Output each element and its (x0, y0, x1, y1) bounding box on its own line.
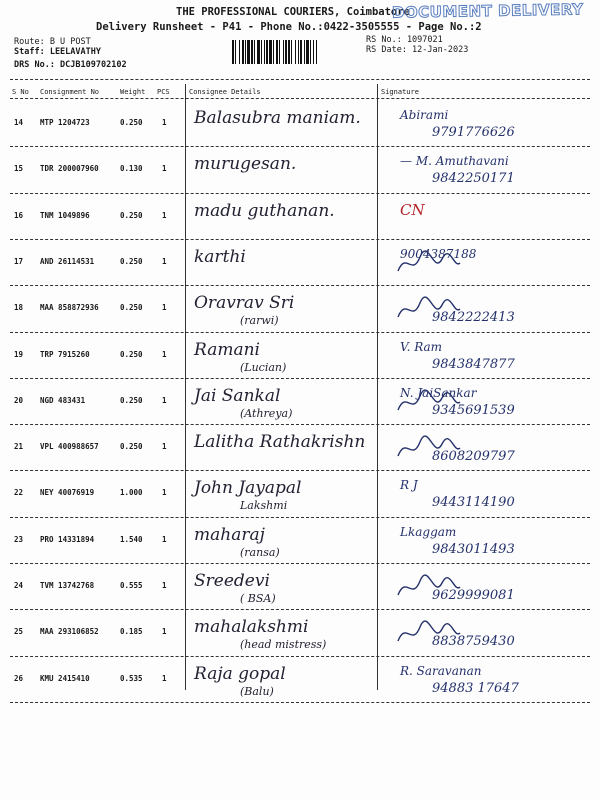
row-sno: 19 (14, 349, 24, 359)
row-pcs: 1 (162, 256, 167, 266)
row-divider (10, 609, 590, 610)
row-divider (10, 702, 590, 703)
receiver-phone: 8838759430 (432, 634, 515, 650)
row-pcs: 1 (162, 442, 167, 452)
row-consignment-no: MAA 293106852 (40, 627, 99, 637)
row-pcs: 1 (162, 488, 167, 498)
row-sno: 16 (14, 210, 24, 220)
consignee-name: John Jayapal (194, 478, 302, 499)
consignee-note: ( BSA) (240, 592, 276, 605)
consignee-name: Balasubra maniam. (194, 108, 361, 128)
row-consignment-no: PRO 14331894 (40, 534, 95, 544)
row-pcs: 1 (162, 118, 167, 127)
row-consignment-no: TVM 13742768 (40, 581, 95, 590)
col-header-consignment: Consignment No (40, 88, 100, 96)
row-consignment-no: NEY 40076919 (40, 488, 95, 498)
row-divider (10, 563, 590, 564)
row-pcs: 1 (162, 534, 167, 544)
row-divider (10, 285, 590, 286)
row-sno: 21 (14, 442, 24, 452)
header-rule-bottom (10, 98, 590, 99)
consignee-name: mahalakshmi (194, 617, 309, 638)
row-divider (10, 332, 590, 333)
receiver-phone: 9843011493 (432, 541, 515, 557)
consignee-note: (Lucian) (240, 360, 287, 374)
consignee-name: Lalitha Rathakrishn (194, 432, 366, 453)
row-divider (10, 517, 590, 518)
row-sno: 25 (14, 627, 24, 637)
row-sno: 15 (14, 164, 24, 174)
row-weight: 0.130 (120, 164, 143, 174)
barcode (232, 40, 358, 64)
receiver-phone: 8608209797 (432, 449, 515, 465)
consignee-note: (rarwi) (240, 314, 279, 328)
row-weight: 0.555 (120, 581, 143, 590)
consignee-name: karthi (194, 246, 246, 267)
row-pcs: 1 (162, 210, 167, 220)
document-delivery-stamp: DOCUMENT DELIVERY (391, 0, 584, 22)
row-weight: 1.000 (120, 488, 143, 498)
rs-number: RS No.: 1097021 (366, 35, 443, 45)
receiver-signature: N. JaiSankar (400, 385, 477, 400)
row-weight: 0.250 (120, 210, 143, 220)
row-divider (10, 146, 590, 147)
signature-scribble (394, 619, 464, 649)
signature-scribble (394, 295, 464, 325)
row-divider (10, 470, 590, 471)
rs-date: RS Date: 12-Jan-2023 (366, 45, 469, 55)
consignee-note: (Balu) (240, 684, 274, 698)
signature-scribble (394, 388, 464, 418)
row-sno: 14 (14, 118, 24, 127)
receiver-phone: 94883 17647 (432, 680, 519, 696)
receiver-phone: 9629999081 (432, 588, 515, 603)
receiver-signature: R J (400, 478, 418, 493)
consignee-name: Sreedevi (194, 571, 270, 591)
row-weight: 0.250 (120, 303, 143, 313)
row-weight: 1.540 (120, 534, 143, 544)
row-consignment-no: VPL 400988657 (40, 442, 99, 452)
consignee-name: Ramani (194, 339, 260, 360)
row-consignment-no: MTP 1204723 (40, 118, 90, 127)
consignee-note: (ransa) (240, 545, 280, 559)
receiver-phone: 9842222413 (432, 310, 515, 326)
row-consignment-no: TNM 1049896 (40, 210, 90, 220)
consignee-name: maharaj (194, 524, 265, 545)
row-weight: 0.250 (120, 442, 143, 452)
drs-number: DRS No.: DCJB109702102 (14, 60, 127, 70)
receiver-signature: Lkaggam (400, 524, 457, 539)
column-divider-consignee (185, 84, 186, 690)
staff-label: Staff: LEELAVATHY (14, 47, 101, 57)
col-header-sno: S No (12, 88, 29, 96)
row-divider (10, 239, 590, 240)
col-header-consignee: Consignee Details (189, 88, 261, 96)
receiver-signature: V. Ram (400, 339, 443, 354)
receiver-phone: 9345691539 (432, 402, 515, 418)
row-divider (10, 193, 590, 194)
receiver-signature: CN (400, 200, 425, 219)
row-pcs: 1 (162, 303, 167, 313)
row-consignment-no: TRP 7915260 (40, 349, 90, 359)
consignee-name: murugesan. (194, 154, 297, 175)
row-weight: 0.250 (120, 349, 143, 359)
consignee-note: (head mistress) (240, 638, 327, 652)
row-weight: 0.535 (120, 673, 143, 683)
row-pcs: 1 (162, 164, 167, 174)
receiver-signature: R. Saravanan (400, 663, 482, 678)
row-consignment-no: TDR 200007960 (40, 164, 99, 174)
col-header-pcs: PCS (157, 88, 170, 96)
consignee-name: Oravrav Sri (194, 293, 295, 314)
row-pcs: 1 (162, 395, 167, 405)
receiver-phone: 9843847877 (432, 356, 515, 372)
row-weight: 0.250 (120, 395, 143, 405)
signature-scribble (394, 434, 464, 464)
row-sno: 17 (14, 256, 24, 266)
row-sno: 22 (14, 488, 24, 498)
route-label: Route: B U POST (14, 37, 91, 47)
row-consignment-no: KMU 2415410 (40, 673, 90, 683)
signature-scribble (394, 573, 464, 603)
row-weight: 0.185 (120, 627, 143, 637)
row-pcs: 1 (162, 673, 167, 683)
row-weight: 0.250 (120, 256, 143, 266)
row-sno: 18 (14, 303, 24, 313)
receiver-signature: Abirami (400, 108, 449, 122)
col-header-weight: Weight (120, 88, 146, 96)
receiver-signature: 9004387188 (400, 246, 477, 261)
consignee-note: (Athreya) (240, 406, 293, 420)
column-divider-signature (377, 84, 378, 690)
consignee-name: Jai Sankal (194, 385, 281, 406)
consignee-name: madu guthanan. (194, 200, 335, 221)
row-pcs: 1 (162, 349, 167, 359)
row-consignment-no: NGD 483431 (40, 395, 86, 405)
row-sno: 26 (14, 673, 24, 683)
header-rule-top (10, 79, 590, 80)
row-consignment-no: MAA 858872936 (40, 303, 99, 313)
row-sno: 20 (14, 395, 24, 405)
row-divider (10, 424, 590, 425)
receiver-phone: 9791776626 (432, 125, 515, 140)
row-weight: 0.250 (120, 118, 143, 127)
receiver-phone: 9842250171 (432, 171, 515, 187)
row-consignment-no: AND 26114531 (40, 256, 95, 266)
consignee-note: Lakshmi (240, 499, 288, 513)
row-divider (10, 656, 590, 657)
row-pcs: 1 (162, 581, 167, 590)
row-sno: 24 (14, 581, 24, 590)
signature-scribble (394, 249, 464, 279)
runsheet-title: Delivery Runsheet - P41 - Phone No.:0422-3505555 - Page No.:2 (96, 21, 482, 33)
receiver-signature: — M. Amuthavani (400, 154, 509, 169)
row-sno: 23 (14, 534, 24, 544)
col-header-signature: Signature (381, 88, 419, 96)
receiver-phone: 9443114190 (432, 495, 515, 511)
consignee-name: Raja gopal (194, 663, 286, 684)
row-divider (10, 378, 590, 379)
company-name: THE PROFESSIONAL COURIERS, Coimbatore (176, 6, 410, 18)
row-pcs: 1 (162, 627, 167, 637)
